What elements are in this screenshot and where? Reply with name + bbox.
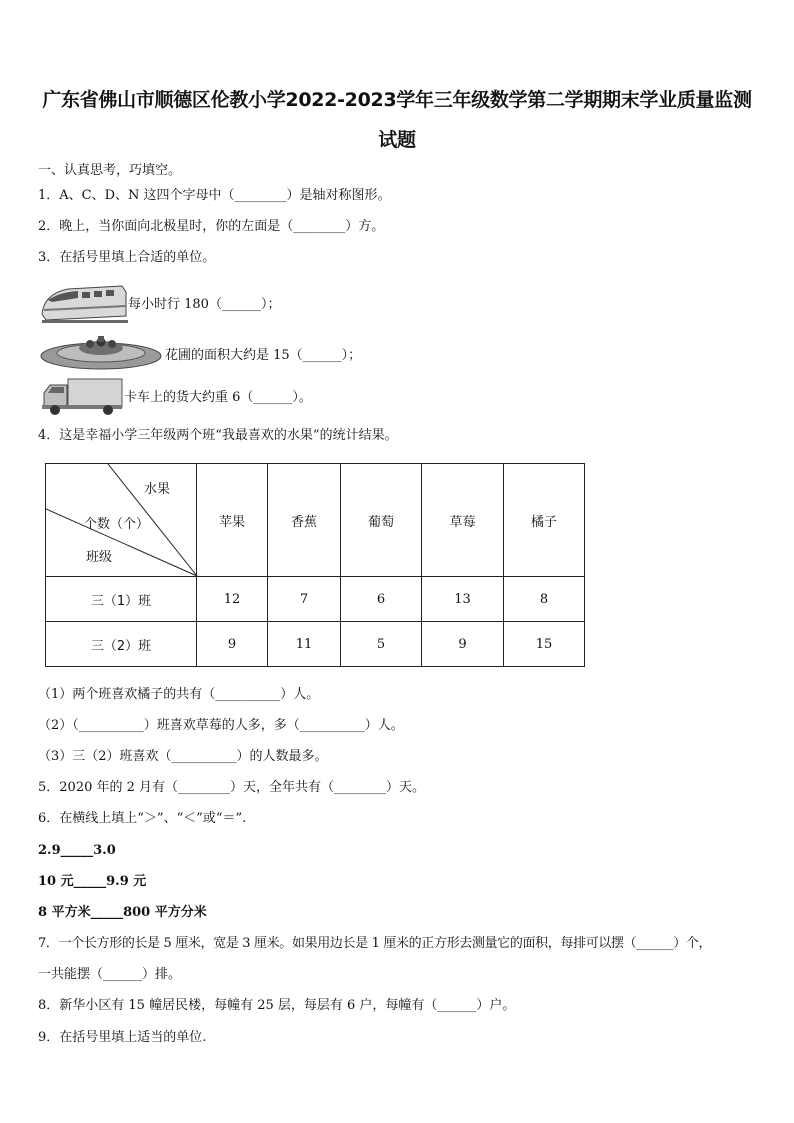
question-4-3: （3）三（2）班喜欢（__________）的人数最多。 xyxy=(38,749,328,764)
question-4: 4．这是幸福小学三年级两个班“我最喜欢的水果”的统计结果。 xyxy=(38,428,398,443)
table-header-row xyxy=(46,464,585,577)
question-7-line-2: 一共能摆（______）排。 xyxy=(38,967,182,982)
title-line-1: 广东省佛山市顺德区伦教小学2022-2023学年三年级数学第二学期期末学业质量监测 xyxy=(42,89,752,111)
corner-label-class: 班级 xyxy=(86,550,113,565)
cell-class1-grape: 6 xyxy=(341,577,422,622)
question-2: 2．晚上，当你面向北极星时，你的左面是（________）方。 xyxy=(38,219,385,234)
train-image xyxy=(38,280,130,326)
cell-class2-banana: 11 xyxy=(268,622,341,667)
question-7-line-1: 7．一个长方形的长是 5 厘米，宽是 3 厘米。如果用边长是 1 厘米的正方形去测量它的面积，每排可以摆（______）个， xyxy=(38,936,712,951)
cell-class1-strawberry: 13 xyxy=(422,577,504,622)
question-5: 5．2020 年的 2 月有（________）天，全年共有（________）天。 xyxy=(38,780,426,795)
section-heading: 一、认真思考，巧填空。 xyxy=(38,163,182,178)
header-banana: 香蕉 xyxy=(268,464,341,577)
table-row xyxy=(46,622,585,667)
header-grape: 葡萄 xyxy=(341,464,422,577)
question-3-garden: 花圃的面积大约是 15（______）； xyxy=(165,348,362,363)
row-label-class-2: 三（2）班 xyxy=(46,622,197,667)
truck-image xyxy=(40,377,124,417)
cell-class2-grape: 5 xyxy=(341,622,422,667)
question-8: 8．新华小区有 15 幢居民楼，每幢有 25 层，每层有 6 户，每幢有（______）户。 xyxy=(38,998,516,1013)
question-6-a: 2.9_____3.0 xyxy=(38,843,116,858)
header-orange: 橘子 xyxy=(504,464,585,577)
title-line-2: 试题 xyxy=(378,129,416,151)
header-strawberry: 草莓 xyxy=(422,464,504,577)
cell-class1-apple: 12 xyxy=(197,577,268,622)
question-3-truck: 卡车上的货大约重 6（______）。 xyxy=(124,390,312,405)
cell-class1-banana: 7 xyxy=(268,577,341,622)
fruit-stats-table xyxy=(45,463,585,667)
question-9: 9．在括号里填上适当的单位. xyxy=(38,1030,207,1045)
question-4-2: （2）（__________）班喜欢草莓的人多，多（__________）人。 xyxy=(38,718,404,733)
question-1: 1．A、C、D、N 这四个字母中（________）是轴对称图形。 xyxy=(38,188,391,203)
cell-class2-orange: 15 xyxy=(504,622,585,667)
cell-class1-orange: 8 xyxy=(504,577,585,622)
cell-class2-strawberry: 9 xyxy=(422,622,504,667)
question-6-c: 8 平方米_____800 平方分米 xyxy=(38,905,207,920)
table-corner-cell xyxy=(46,464,197,577)
cell-class2-apple: 9 xyxy=(197,622,268,667)
header-apple: 苹果 xyxy=(197,464,268,577)
question-6: 6．在横线上填上“＞”、“＜”或“＝”. xyxy=(38,811,247,826)
corner-label-count: 个数（个） xyxy=(84,517,150,532)
row-label-class-1: 三（1）班 xyxy=(46,577,197,622)
table-row xyxy=(46,577,585,622)
question-3-train: 每小时行 180（______）； xyxy=(128,297,281,312)
question-6-b: 10 元_____9.9 元 xyxy=(38,874,147,889)
question-4-1: （1）两个班喜欢橘子的共有（__________）人。 xyxy=(38,687,320,702)
question-3: 3．在括号里填上合适的单位。 xyxy=(38,250,216,265)
garden-image xyxy=(38,334,164,372)
corner-label-fruit: 水果 xyxy=(144,482,171,497)
